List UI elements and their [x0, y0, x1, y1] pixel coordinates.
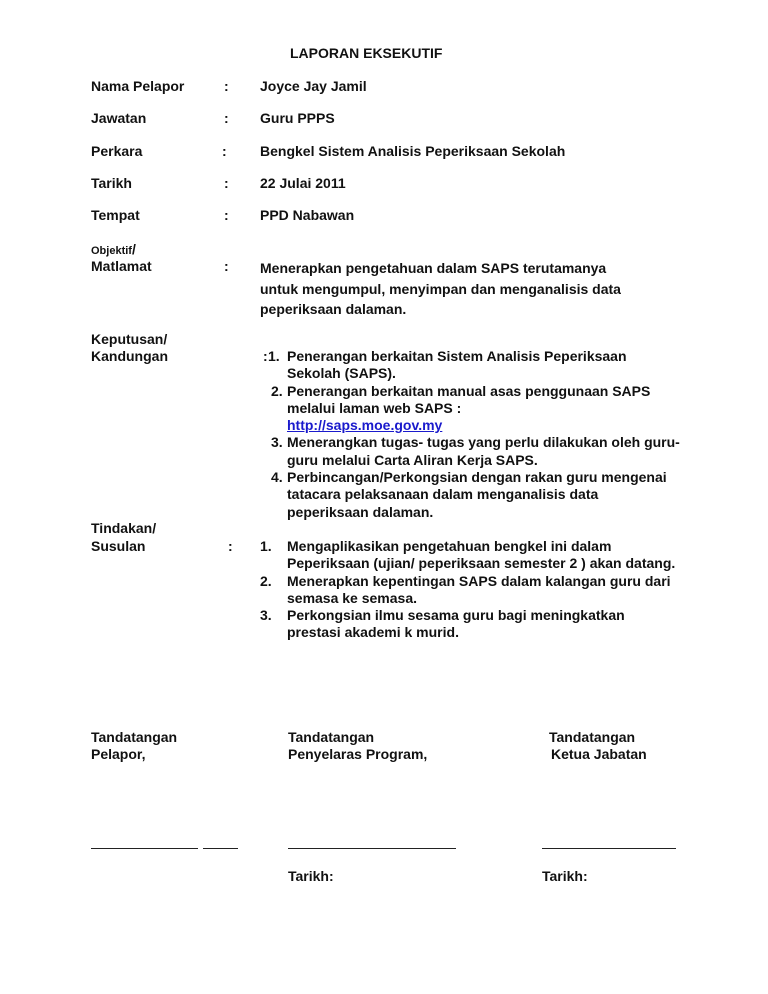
field-colon: : [224, 78, 229, 94]
signature-line [288, 848, 456, 849]
field-value: 22 Julai 2011 [260, 175, 346, 191]
kandungan-label: Kandungan [91, 348, 168, 364]
signature-role: Ketua Jabatan [551, 746, 647, 762]
field-colon: : [224, 258, 229, 274]
signature-label: Tandatangan [91, 729, 178, 745]
list-item: 1. Mengaplikasikan pengetahuan bengkel ini dalam Peperiksaan (ujian/ peperiksaan semester 2 ) akan datang. [260, 538, 676, 572]
text-line: untuk mengumpul, menyimpan dan menganalisis data [260, 280, 621, 297]
text-line: peperiksaan dalaman. [260, 301, 407, 317]
field-value: Guru PPPS [260, 110, 335, 126]
date-label: Tarikh: [542, 868, 588, 884]
matlamat-label: Matlamat [91, 258, 152, 274]
list-item: 1. Penerangan berkaitan Sistem Analisis Peperiksaan Sekolah (SAPS). [268, 348, 627, 382]
list-item: 3. Menerangkan tugas- tugas yang perlu dilakukan oleh guru-guru melalui Carta Aliran Kerja SAPS. [271, 434, 680, 468]
tindakan-list [260, 538, 680, 642]
signature-label: Tandatangan [288, 729, 375, 745]
keputusan-label: Keputusan/ [91, 331, 168, 347]
signature-line [542, 848, 676, 849]
field-colon: : [263, 348, 268, 364]
field-colon: : [224, 207, 229, 223]
text-line: Menerapkan pengetahuan dalam SAPS terutamanya [260, 260, 607, 276]
field-label: Jawatan [91, 110, 147, 126]
signature-label: Tandatangan [549, 729, 636, 745]
saps-link[interactable]: http://saps.moe.gov.my [287, 417, 443, 434]
objektif-text [260, 258, 621, 320]
field-colon: : [222, 143, 227, 159]
list-item: 3. Perkongsian ilmu sesama guru bagi meningkatkan prestasi akademi k murid. [260, 607, 625, 641]
field-label: Tarikh [91, 175, 132, 191]
signature-line [203, 848, 238, 849]
field-colon: : [228, 538, 233, 554]
susulan-label: Susulan [91, 538, 146, 554]
signature-line [91, 848, 198, 849]
signature-role: Penyelaras Program, [288, 746, 428, 762]
field-value: Bengkel Sistem Analisis Peperiksaan Sekolah [260, 143, 566, 159]
document-title: LAPORAN EKSEKUTIF [290, 45, 443, 61]
tindakan-label: Tindakan/ [91, 520, 157, 536]
list-item: 2. Penerangan berkaitan manual asas penggunaan SAPS melalui laman web SAPS : http://saps.moe.gov.my [271, 382, 651, 434]
objektif-label: Objektif [91, 245, 132, 257]
objektif-slash: / [131, 241, 136, 257]
field-label: Perkara [91, 143, 143, 159]
date-label: Tarikh: [288, 868, 334, 884]
field-label: Nama Pelapor [91, 78, 185, 94]
field-value: PPD Nabawan [260, 207, 355, 223]
field-label: Tempat [91, 207, 140, 223]
keputusan-list [260, 348, 680, 521]
field-colon: : [224, 110, 229, 126]
list-item: 4. Perbincangan/Perkongsian dengan rakan guru mengenai tatacara pelaksanaan dalam menganalisis data peperiksaan dalaman. [271, 469, 667, 520]
field-value: Joyce Jay Jamil [260, 78, 367, 94]
list-item: 2. Menerapkan kepentingan SAPS dalam kalangan guru dari semasa ke semasa. [260, 572, 671, 606]
field-colon: : [224, 175, 229, 191]
signature-role: Pelapor, [91, 746, 146, 762]
